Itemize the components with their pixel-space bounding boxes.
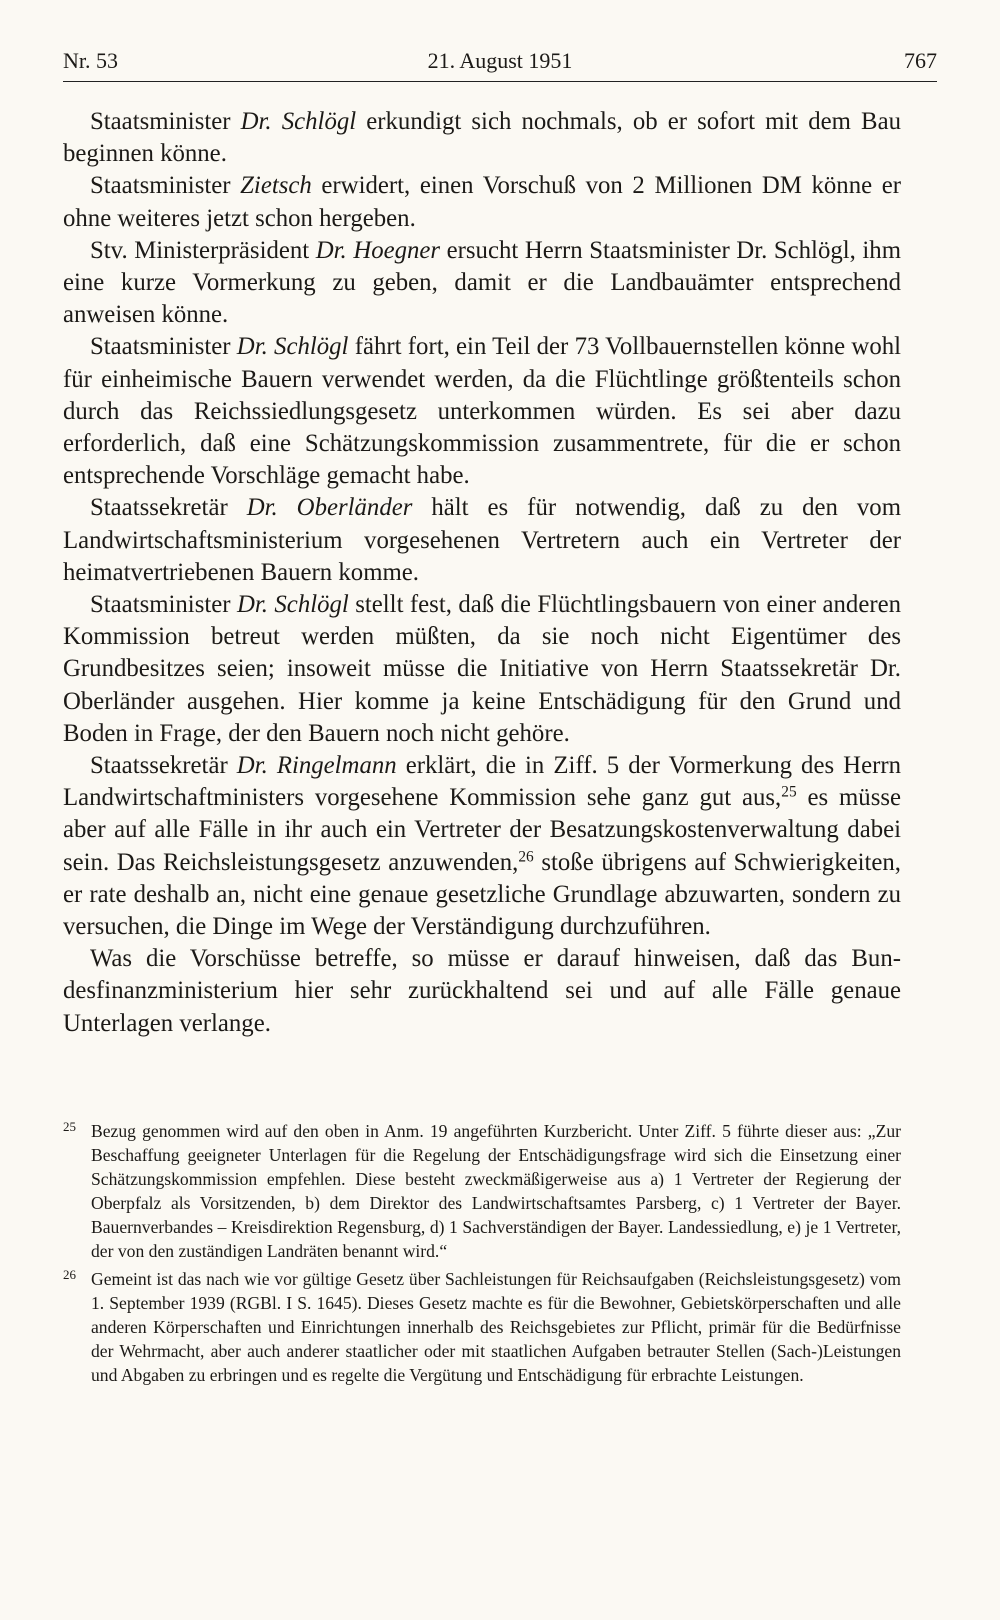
body-paragraph	[63, 331, 901, 492]
body-paragraph	[63, 589, 901, 750]
paragraph-text: Stv. Ministerpräsident	[90, 236, 316, 264]
page-number: 767	[904, 48, 937, 73]
paragraph-text: Staatsminister	[90, 333, 237, 361]
paragraph-text: es müsse aber auf alle Fälle in ihr auch ein Vertreter der Besatzungskostenverwaltung dabei sein. Das Reichsleistungsgesetz anzuwenden,	[63, 784, 902, 876]
paragraph-text: erkundigt sich nochmals, ob er sofort mit dem Bau beginnen könne.	[63, 108, 902, 168]
issue-number: Nr. 53	[63, 48, 118, 73]
paragraph-text: erwidert, einen Vorschuß von 2 Millionen DM könne er ohne weiteres jetzt schon hergeben.	[63, 172, 901, 232]
body-paragraph	[63, 492, 901, 589]
speaker-name: Dr. Oberländer	[246, 494, 413, 522]
speaker-name: Dr. Hoegner	[315, 236, 441, 264]
footnote	[63, 1119, 901, 1263]
page-header	[63, 44, 937, 78]
paragraph-text: ersucht Herrn Staatsminister Dr. Schlögl, ihm eine kurze Vormerkung zu geben, damit er die Landbauämter entsprechend anweisen könne.	[63, 236, 901, 329]
paragraph-text: erklärt, die in Ziff. 5 der Vormerkung des Herrn Landwirtschaftministers vorgesehene Kommission sehe ganz gut aus,	[63, 752, 901, 812]
footnotes	[63, 1119, 901, 1391]
speaker-name: Dr. Schlögl	[236, 591, 349, 619]
body-paragraph	[63, 170, 901, 234]
paragraph-text: Staatsminister	[90, 591, 237, 619]
meeting-date: 21. August 1951	[427, 48, 573, 73]
paragraph-text: Was die Vorschüsse betreffe, so müsse er darauf hinweisen, daß das Bundesfinanzministerium hier sehr zurückhaltend sei und auf alle Fälle genaue Unterlagen verlange.	[63, 945, 901, 1037]
footnote-number: 25	[63, 1119, 76, 1134]
header-rule	[63, 81, 937, 82]
speaker-name: Dr. Ringelmann	[236, 752, 397, 780]
body-paragraph	[63, 943, 901, 1040]
paragraph-text: Staatssekretär	[90, 752, 237, 780]
paragraph-text: Staatsminister	[90, 172, 241, 200]
speaker-name: Zietsch	[240, 172, 312, 200]
body-paragraph	[63, 235, 901, 332]
footnote-reference: 26	[518, 848, 534, 866]
protocol-body	[63, 106, 901, 1040]
footnote-reference: 25	[781, 783, 797, 801]
body-paragraph	[63, 750, 901, 943]
paragraph-text: Staatssekretär	[90, 494, 247, 522]
paragraph-text: stoße übrigens auf Schwierigkeiten, er rate deshalb an, nicht eine genaue gesetzliche Grundlage abzuwarten, sondern zu versuchen, die Dinge im Wege der Verständigung durchzuführen.	[63, 848, 901, 941]
footnote-text: Bezug genommen wird auf den oben in Anm. 19 angeführten Kurzbericht. Unter Ziff. 5 führte dieser aus: „Zur Beschaffung geeigneter Unterlagen für die Regelung der Entschädigungsfrage wird sich die Einsetzung einer Schätzungskommission empfehlen. Diese besteht zweckmäßigerweise aus a) 1 Vertreter der Regierung der Oberpfalz als Vorsitzenden, b) dem Direktor des Landwirtschaftsamtes Parsberg, c) 1 Vertreter der Bayer. Bauernverbandes – Kreisdirektion Regensburg, d) 1 Sachverständigen der Bayer. Landessiedlung, e) je 1 Vertreter, der von den zuständigen Landräten benannt wird.“	[91, 1121, 901, 1261]
paragraph-text: fährt fort, ein Teil der 73 Vollbauernstellen könne wohl für einheimische Bauern verwendet werden, da die Flüchtlinge größtenteils schon durch das Reichssiedlungsgesetz unterkommen würden. Es sei aber dazu erforderlich, daß eine Schätzungskommission zusammentrete, für die er schon entsprechende Vorschläge gemacht habe.	[63, 333, 901, 490]
speaker-name: Dr. Schlögl	[236, 333, 349, 361]
footnote	[63, 1267, 901, 1387]
footnote-text: Gemeint ist das nach wie vor gültige Gesetz über Sachleistungen für Reichsaufgaben (Reichsleistungsgesetz) vom 1. September 1939 (RGBl. I S. 1645). Dieses Gesetz machte es für die Bewohner, Gebietskörperschaften und alle anderen Körperschaften und Einrichtungen innerhalb des Reichsgebietes zur Pflicht, primär für die Bedürfnisse der Wehrmacht, aber auch anderer staatlicher oder mit staatlichen Aufgaben betrauter Stellen (Sach-)Leistungen und Abgaben zu erbringen und es regelte die Vergütung und Entschädigung für erbrachte Leistungen.	[91, 1269, 901, 1385]
paragraph-text: hält es für notwendig, daß zu den vom Landwirtschaftsministerium vorgesehenen Vertretern auch ein Vertreter der heimatvertriebenen Bauern komme.	[63, 494, 901, 586]
paragraph-text: stellt fest, daß die Flüchtlingsbauern von einer anderen Kommission betreut werden müßten, da sie noch nicht Eigentümer des Grundbesitzes seien; insoweit müsse die Initiative von Herrn Staatssekretär Dr. Oberländer ausgehen. Hier komme ja keine Entschädigung für den Grund und Boden in Frage, der den Bauern noch nicht gehöre.	[63, 591, 901, 747]
speaker-name: Dr. Schlögl	[240, 108, 357, 135]
paragraph-text: Staatsminister	[90, 108, 241, 135]
body-paragraph	[63, 106, 901, 170]
footnote-number: 26	[63, 1267, 76, 1282]
